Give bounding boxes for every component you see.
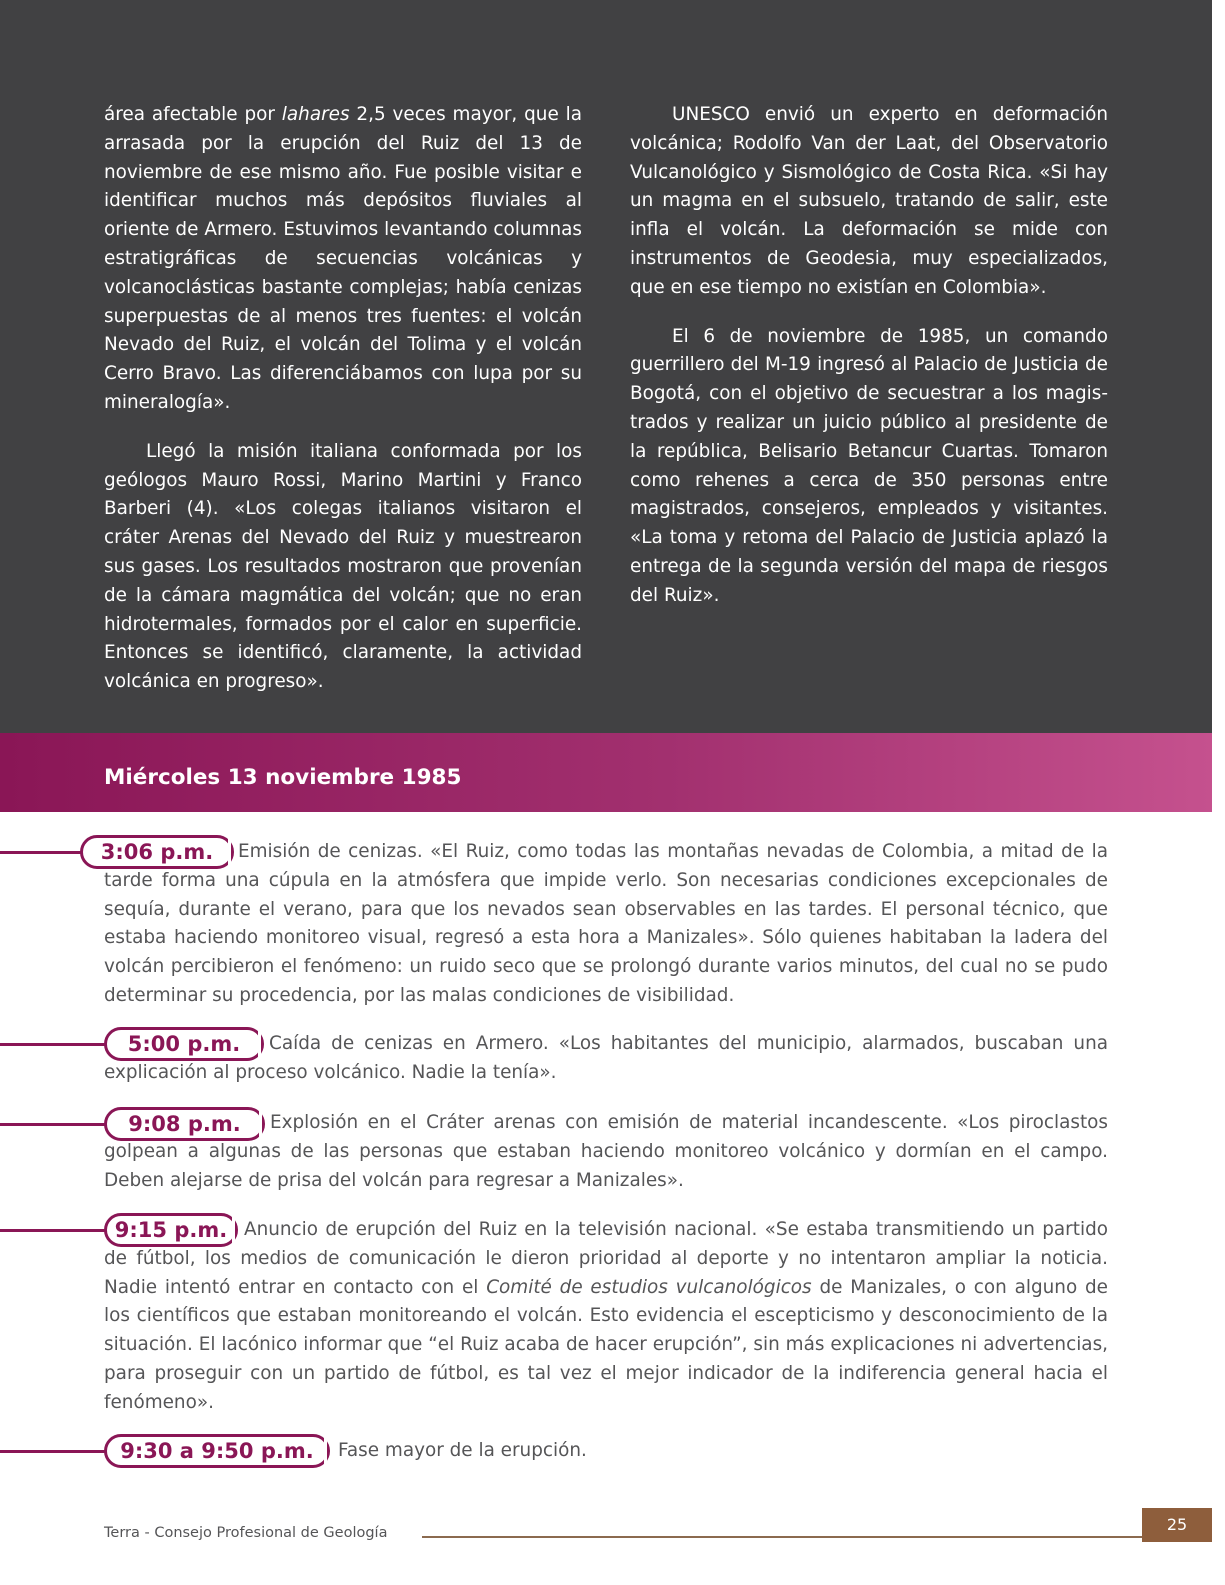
timeline-connector [0,1123,110,1126]
date-heading: Miércoles 13 noviembre 1985 [104,765,462,790]
page-number: 25 [1142,1508,1212,1542]
timeline-entry-4 [104,1216,1108,1418]
time-badge: 5:00 p.m. [104,1027,264,1061]
footer-publication: Terra - Consejo Profesional de Geología [104,1525,388,1541]
timeline-entry-5: Fase mayor de la erupción. [338,1440,587,1461]
timeline-connector [0,1450,110,1453]
timeline-entry-3: Explosión en el Cráter arenas con emisión de material incandescente. «Los piroclastos golpean a algunas de las personas que estaban haciendo monitoreo volcánico y dormían en el campo. Deben alejarse de prisa del volcán para regresar a Manizales». [104,1112,1108,1191]
timeline-connector [0,851,85,854]
dark-text-section [0,0,1212,733]
right-column [630,101,1108,631]
time-badge: 3:06 p.m. [80,835,234,869]
time-badge: 9:30 a 9:50 p.m. [104,1434,330,1468]
timeline-connector [0,1229,110,1232]
date-band [0,733,1212,812]
left-column [104,101,582,717]
footer-rule [422,1536,1142,1538]
left-p1-start: área afectable por [104,104,282,125]
timeline-entry-2: Caída de cenizas en Armero. «Los habitantes del municipio, alarmados, buscaban una explicación al proceso volcánico. Nadie la tenía». [104,1033,1108,1083]
left-paragraph-1 [104,101,582,418]
left-p1-rest: 2,5 veces mayor, que la arrasada por la erupción del Ruiz del 13 de noviembre de ese mismo año. Fue posible visitar e identificar muchos más depósitos fluviales al oriente de Armero. Estuvimos levantando columnas estratigráficas de secuencias volcánicas y volcanoclásticas bastante complejas; había cenizas superpuestas de al menos tres fuentes: el volcán Nevado del Ruiz, el volcán del Tolima y el volcán Cerro Bravo. Las diferenciábamos con lupa por su mineralogía». [104,104,582,413]
timeline-entry-1: Emisión de cenizas. «El Ruiz, como todas las montañas nevadas de Colombia, a mitad de la tarde forma una cúpula en la atmósfera que impide verlo. Son necesarias condiciones excepcionales de sequía, durante el verano, para que los nevados sean observables en las tardes. El personal técnico, que estaba haciendo monitoreo visual, regresó a esta hora a Manizales». Sólo quienes habitaban la ladera del volcán percibieron el fenómeno: un ruido seco que se prolongó durante varios minutos, del cual no se pudo determinar su procedencia, por las malas condiciones de visibilidad. [104,841,1108,1006]
entry-4-text-b: de Manizales, o con alguno de los científicos que estaban monitoreando el volcán. Esto evidencia el escepticismo y desconocimiento de la situación. El lacónico informar que “el Ruiz acaba de hacer erupción”, sin más explicaciones ni advertencias, para proseguir con un partido de fútbol, es tal vez el mejor indicador de la indiferencia general hacia el fenómeno». [104,1276,1109,1413]
right-paragraph-1: UNESCO envió un experto en deformación volcánica; Rodolfo Van der Laat, del Observatorio Vulcanológico y Sismológico de Costa Rica. «Si hay un magma en el subsuelo, tratando de salir, este infla el volcán. La deformación se mide con instrumentos de Geodesia, muy especializados, que en ese tiempo no existían en Colombia». [630,104,1108,298]
time-badge: 9:15 p.m. [104,1213,238,1247]
time-badge: 9:08 p.m. [104,1107,265,1141]
right-paragraph-2: El 6 de noviembre de 1985, un comando guerrillero del M-19 ingresó al Palacio de Justicia de Bogotá, con el objetivo de secuestrar a los magistrados y realizar un juicio público al presidente de la república, Belisario Betancur Cuartas. Tomaron como rehenes a cerca de 350 personas entre magistrados, consejeros, empleados y visitantes. «La toma y retoma del Palacio de Justicia aplazó la entrega de la segunda versión del mapa de riesgos del Ruiz». [630,325,1108,606]
timeline-connector [0,1043,110,1046]
entry-4-italic: Comité de estudios vulcanológicos [486,1276,812,1298]
left-paragraph-2: Llegó la misión italiana conformada por los geólogos Mauro Rossi, Marino Martini y Franco Barberi (4). «Los colegas italianos visitaron el cráter Arenas del Nevado del Ruiz y muestrearon sus gases. Los resultados mostraron que provenían de la cámara magmática del volcán; que no eran hidrotermales, formados por el calor en superficie. Entonces se identificó, claramente, la actividad volcánica en progreso». [104,440,582,693]
entry-4-text-a: Anuncio de erupción del Ruiz en la televisión nacional. «Se estaba transmitiendo un partido de fútbol, los medios de comunicación le dieron prioridad al deporte y no intentaron ampliar la noticia. Nadie intentó entrar en contacto con el [104,1219,1108,1298]
left-p1-italic: lahares [281,104,350,125]
